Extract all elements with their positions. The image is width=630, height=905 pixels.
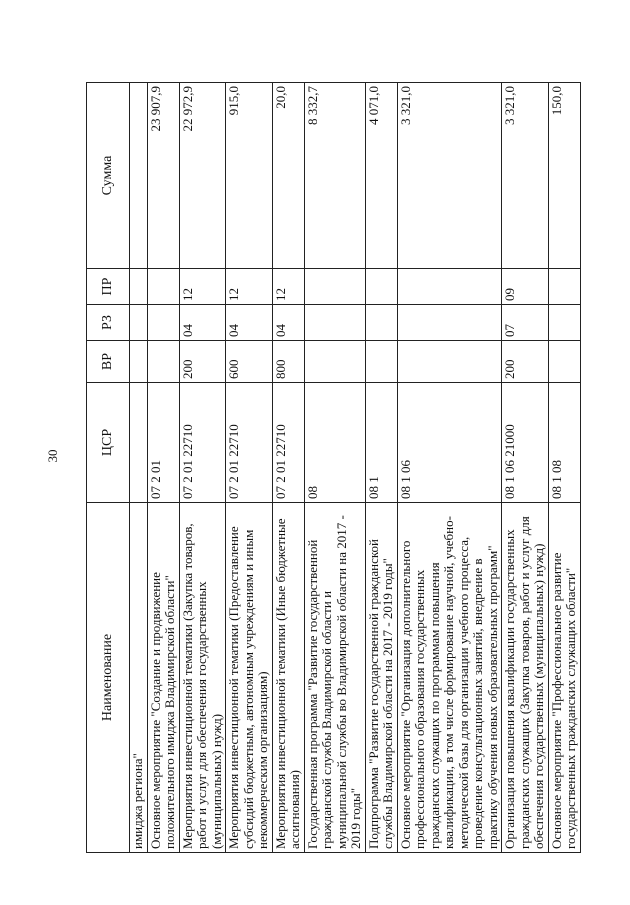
row-pr [548,269,580,305]
table-row [502,83,549,853]
table-row [365,83,397,853]
row-csr: 08 1 06 [397,383,502,503]
row-pr [304,269,365,305]
row-pr: 12 [272,269,304,305]
table-header-row [87,83,130,853]
row-sum [130,83,148,269]
row-sum: 150,0 [548,83,580,269]
table-row [272,83,304,853]
row-vr [397,341,502,383]
row-vr: 200 [502,341,549,383]
table-row [226,83,273,853]
header-vr: ВР [87,341,130,383]
row-sum: 22 972,9 [179,83,226,269]
row-vr [548,341,580,383]
budget-table-frame [86,83,594,853]
row-csr: 07 2 01 [147,383,179,503]
row-pr [147,269,179,305]
header-sum: Сумма [87,83,130,269]
row-name: Основное мероприятие "Создание и продвижение положительного имиджа Владимирской области" [147,503,179,853]
row-rz: 04 [226,305,273,341]
row-pr: 12 [179,269,226,305]
header-name: Наименование [87,503,130,853]
row-rz: 04 [272,305,304,341]
row-rz [548,305,580,341]
row-csr: 08 1 08 [548,383,580,503]
row-vr [365,341,397,383]
row-rz [147,305,179,341]
row-sum: 915,0 [226,83,273,269]
row-name: Подпрограмма "Развитие государственной гражданской службы Владимирской области на 2017 - 2019 годы" [365,503,397,853]
table-row [304,83,365,853]
row-sum: 23 907,9 [147,83,179,269]
row-rz [397,305,502,341]
table-row [397,83,502,853]
row-name: Мероприятия инвестиционной тематики (Предоставление субсидий бюджетным, автономным учреждениям и иным некоммерческим организациям) [226,503,273,853]
table-row [147,83,179,853]
table-row [130,83,148,853]
row-csr: 07 2 01 22710 [272,383,304,503]
row-rz [130,305,148,341]
row-vr: 800 [272,341,304,383]
row-name: Организация повышения квалификации государственных гражданских служащих (Закупка товаров, работ и услуг для обеспечения государственных (муниципальных) нужд) [502,503,549,853]
row-rz: 07 [502,305,549,341]
table-row [179,83,226,853]
row-name: Основное мероприятие "Организация дополнительного профессионального образования государственных гражданских служащих по программам повышения квалификации, в том числе формирование научной, учебно-методической базы для организации учебного процесса, проведение консультационных занятий, внедрение в практику обучения новых образовательных программ" [397,503,502,853]
row-sum: 20,0 [272,83,304,269]
row-csr: 07 2 01 22710 [179,383,226,503]
row-pr [397,269,502,305]
row-name: имиджа региона" [130,503,148,853]
row-name: Мероприятия инвестиционной тематики (Закупка товаров, работ и услуг для обеспечения государственных (муниципальных) нужд) [179,503,226,853]
header-rz: РЗ [87,305,130,341]
row-csr: 08 1 [365,383,397,503]
row-pr [365,269,397,305]
row-vr: 600 [226,341,273,383]
row-csr: 07 2 01 22710 [226,383,273,503]
row-name: Государственная программа "Развитие государственной гражданской службы Владимирской области и муниципальной службы во Владимирской области на 2017 - 2019 годы" [304,503,365,853]
row-pr [130,269,148,305]
row-rz [365,305,397,341]
row-vr [147,341,179,383]
row-csr [130,383,148,503]
row-csr: 08 [304,383,365,503]
row-rz: 04 [179,305,226,341]
row-name: Мероприятия инвестиционной тематики (Иные бюджетные ассигнования) [272,503,304,853]
row-vr [304,341,365,383]
row-pr: 12 [226,269,273,305]
row-pr: 09 [502,269,549,305]
header-csr: ЦСР [87,383,130,503]
row-rz [304,305,365,341]
row-vr: 200 [179,341,226,383]
row-sum: 8 332,7 [304,83,365,269]
budget-table [86,82,581,853]
header-pr: ПР [87,269,130,305]
row-name: Основное мероприятие "Профессиональное развитие государственных гражданских служащих области" [548,503,580,853]
page-number: 30 [45,449,60,463]
row-sum: 3 321,0 [502,83,549,269]
table-row [548,83,580,853]
row-csr: 08 1 06 21000 [502,383,549,503]
row-sum: 3 321,0 [397,83,502,269]
row-sum: 4 071,0 [365,83,397,269]
row-vr [130,341,148,383]
